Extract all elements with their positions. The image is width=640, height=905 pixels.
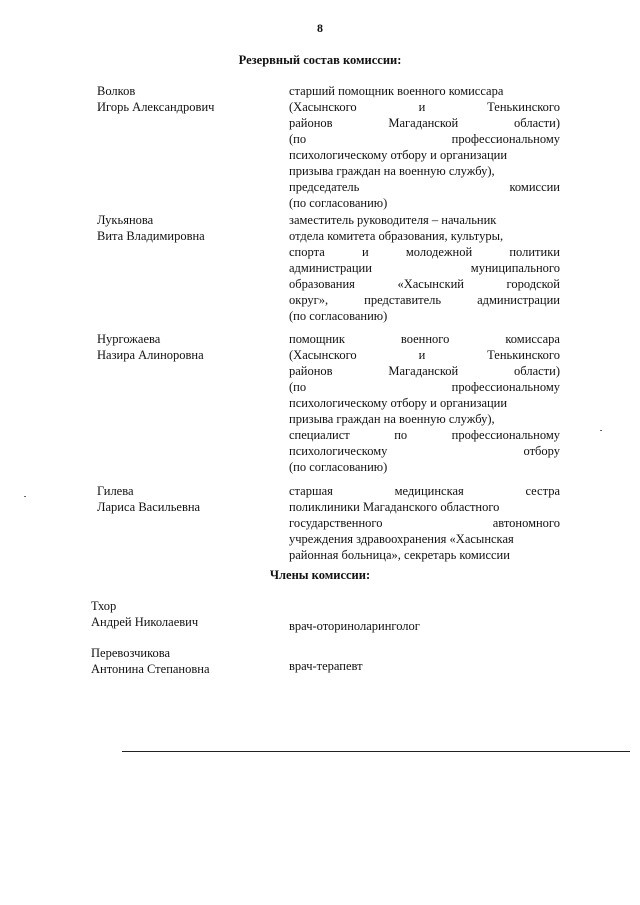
person-surname: Гилева (97, 484, 134, 498)
role-word: округ», (289, 293, 329, 307)
member-given-names: Андрей Николаевич (91, 615, 199, 629)
role-line: районная больница», секретарь комиссии (289, 548, 510, 562)
member-surname: Тхор (91, 599, 117, 613)
person-surname: Волков (97, 84, 136, 98)
person-surname: Нургожаева (97, 332, 161, 346)
role-word: молодежной (405, 245, 473, 259)
role-word: автономного (492, 516, 560, 530)
role-line: психологическому отбору и организации (289, 396, 508, 410)
role-line: (по согласованию) (289, 460, 388, 474)
member-surname: Перевозчикова (91, 646, 171, 660)
role-line (289, 260, 560, 276)
role-word: области) (514, 116, 560, 130)
person-given-names: Назира Алиноровна (97, 348, 204, 362)
role-word: медицинская (394, 484, 464, 498)
role-word: области) (514, 364, 560, 378)
role-word: районов (289, 364, 333, 378)
role-word: районов (289, 116, 333, 130)
person-name (97, 83, 277, 115)
members-heading: Члены комиссии: (269, 568, 371, 582)
role-line: призыва граждан на военную службу), (289, 412, 495, 426)
page-bottom-rule (122, 751, 630, 752)
role-line: (по согласованию) (289, 309, 388, 323)
role-line: поликлиники Магаданского областного (289, 500, 500, 514)
role-line: психологическому отбору и организации (289, 148, 508, 162)
role-word: (по (289, 380, 307, 394)
member-name (91, 598, 271, 630)
member-name (91, 645, 271, 677)
person-name (97, 483, 277, 515)
role-line (289, 131, 560, 147)
role-word: Тенькинского (487, 348, 560, 362)
person-given-names: Лариса Васильевна (97, 500, 201, 514)
role-word: политики (509, 245, 560, 259)
role-word: (Хасынского (289, 100, 357, 114)
role-word: военного (400, 332, 450, 346)
role-word: «Хасынский (397, 277, 464, 291)
role-line (289, 379, 560, 395)
role-word: старшая (289, 484, 333, 498)
role-word: Магаданской (388, 364, 459, 378)
role-line (289, 483, 560, 499)
role-word: сестра (525, 484, 560, 498)
role-word: государственного (289, 516, 383, 530)
role-word: психологическому (289, 444, 388, 458)
role-line: отдела комитета образования, культуры, (289, 229, 504, 243)
role-line (289, 115, 560, 131)
role-word: комиссии (509, 180, 560, 194)
role-line (289, 347, 560, 363)
role-word: и (361, 245, 369, 259)
role-line (289, 179, 560, 195)
role-word: и (418, 100, 426, 114)
role-word: профессиональному (451, 380, 560, 394)
member-role: врач-оториноларинголог (289, 619, 420, 633)
role-word: по (394, 428, 408, 442)
role-word: профессиональному (451, 132, 560, 146)
role-line (289, 244, 560, 260)
person-role (289, 331, 560, 475)
role-word: профессиональному (451, 428, 560, 442)
role-line (289, 515, 560, 531)
member-given-names: Антонина Степановна (91, 662, 210, 676)
role-word: городской (506, 277, 560, 291)
role-word: администрации (289, 261, 372, 275)
reserve-heading: Резервный состав комиссии: (238, 53, 402, 67)
scan-speck (24, 496, 26, 497)
role-word: специалист (289, 428, 350, 442)
role-word: Тенькинского (487, 100, 560, 114)
role-line (289, 331, 560, 347)
role-line: призыва граждан на военную службу), (289, 164, 495, 178)
role-line: учреждения здравоохранения «Хасынская (289, 532, 514, 546)
role-word: представитель (364, 293, 442, 307)
role-word: (по (289, 132, 307, 146)
person-name (97, 331, 277, 363)
role-word: муниципального (470, 261, 560, 275)
person-given-names: Игорь Александрович (97, 100, 215, 114)
role-word: (Хасынского (289, 348, 357, 362)
role-line (289, 99, 560, 115)
person-role (289, 212, 560, 324)
person-role (289, 483, 560, 563)
role-line: (по согласованию) (289, 196, 388, 210)
role-line: старший помощник военного комиссара (289, 84, 504, 98)
page-number: 8 (317, 21, 323, 35)
role-word: комиссара (505, 332, 560, 346)
person-surname: Лукьянова (97, 213, 154, 227)
role-line: заместитель руководителя – начальник (289, 213, 497, 227)
person-name (97, 212, 277, 244)
role-word: помощник (289, 332, 345, 346)
role-word: и (418, 348, 426, 362)
member-role: врач-терапевт (289, 659, 363, 673)
role-line (289, 363, 560, 379)
scan-speck (600, 430, 602, 431)
role-word: Магаданской (388, 116, 459, 130)
role-line (289, 427, 560, 443)
role-word: отбору (523, 444, 560, 458)
role-line (289, 276, 560, 292)
person-role (289, 83, 560, 211)
role-word: образования (289, 277, 355, 291)
role-word: спорта (289, 245, 325, 259)
role-word: администрации (477, 293, 560, 307)
role-line (289, 292, 560, 308)
person-given-names: Вита Владимировна (97, 229, 205, 243)
role-line (289, 443, 560, 459)
role-word: председатель (289, 180, 360, 194)
